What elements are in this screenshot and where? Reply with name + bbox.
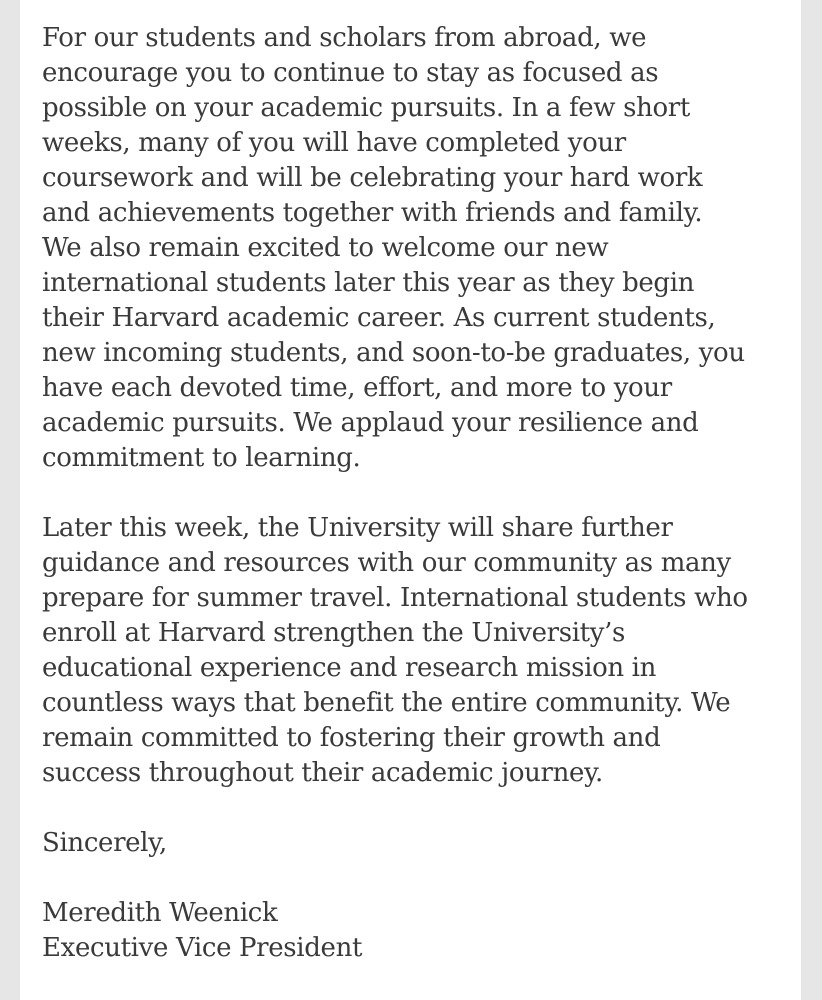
paragraph-line: educational experience and research mission in — [42, 653, 657, 683]
letter-paragraph-2 — [42, 511, 801, 791]
signer-name: Meredith Weenick — [42, 898, 278, 928]
paragraph-line: academic pursuits. We applaud your resilience and — [42, 408, 699, 438]
paragraph-line: success throughout their academic journey. — [42, 758, 603, 788]
paragraph-line: possible on your academic pursuits. In a few short — [42, 93, 690, 123]
paragraph-line: commitment to learning. — [42, 443, 361, 473]
closing-text: Sincerely, — [42, 828, 167, 858]
paragraph-line: their Harvard academic career. As current students, — [42, 303, 716, 333]
paragraph-line: international students later this year as they begin — [42, 268, 695, 298]
paragraph-spacer — [42, 791, 801, 826]
paragraph-line: new incoming students, and soon-to-be graduates, you — [42, 338, 745, 368]
paragraph-line: countless ways that benefit the entire community. We — [42, 688, 731, 718]
signer-title: Executive Vice President — [42, 933, 363, 963]
paragraph-line: prepare for summer travel. International students who — [42, 583, 748, 613]
letter-closing — [42, 826, 801, 861]
letter-signature — [42, 896, 801, 966]
paragraph-line: encourage you to continue to stay as focused as — [42, 58, 659, 88]
paragraph-line: and achievements together with friends and family. — [42, 198, 703, 228]
paragraph-line: We also remain excited to welcome our new — [42, 233, 609, 263]
paragraph-line: have each devoted time, effort, and more to your — [42, 373, 672, 403]
paragraph-line: For our students and scholars from abroad, we — [42, 23, 647, 53]
paragraph-line: enroll at Harvard strengthen the University’s — [42, 618, 626, 648]
paragraph-spacer — [42, 861, 801, 896]
paragraph-line: coursework and will be celebrating your hard work — [42, 163, 703, 193]
paragraph-spacer — [42, 476, 801, 511]
paragraph-line: guidance and resources with our community as many — [42, 548, 731, 578]
paragraph-line: remain committed to fostering their growth and — [42, 723, 661, 753]
letter-paragraph-1 — [42, 21, 801, 476]
letter-page — [20, 0, 801, 1000]
paragraph-line: Later this week, the University will share further — [42, 513, 673, 543]
paragraph-line: weeks, many of you will have completed your — [42, 128, 626, 158]
